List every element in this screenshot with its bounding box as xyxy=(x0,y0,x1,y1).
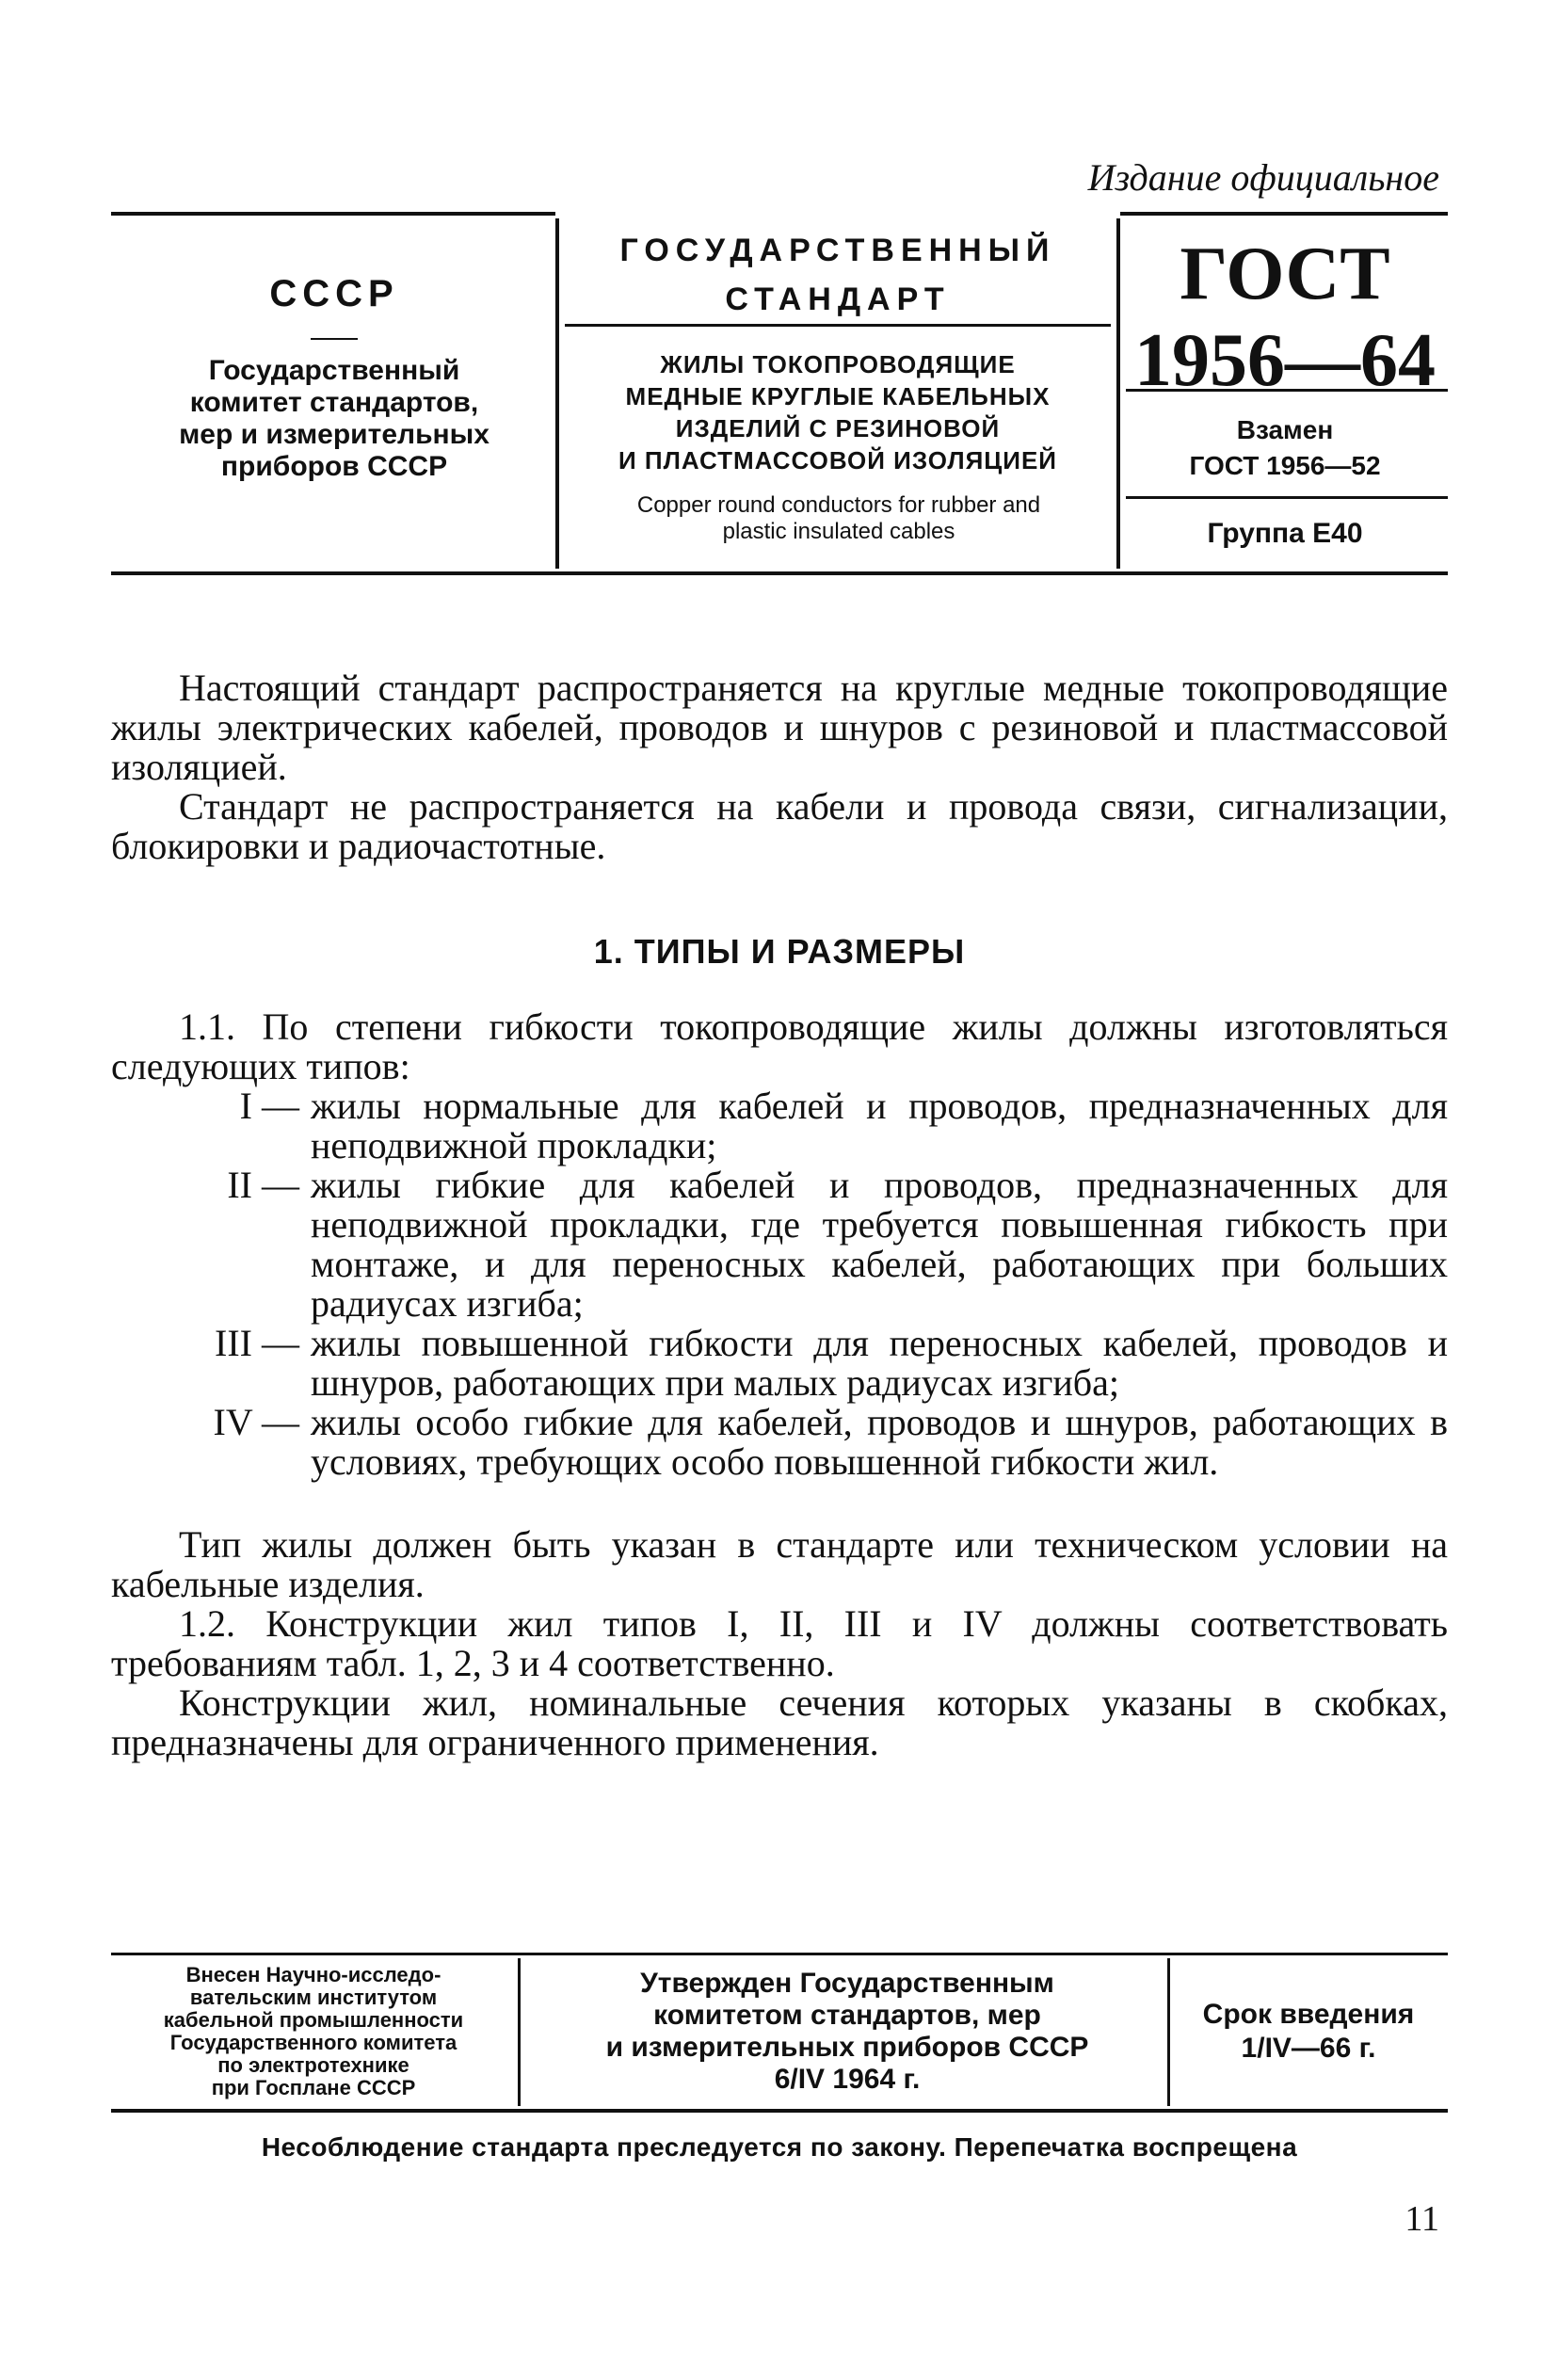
header-right-rule-2 xyxy=(1126,496,1448,499)
approved-line: 6/IV 1964 г. xyxy=(774,2064,921,2095)
heading-line: СТАНДАРТ xyxy=(725,281,951,317)
intro-paragraph: Настоящий стандарт распространяется на круглые медные токопроводящие жилы электрических кабелей, проводов и шнуров с резиновой и пластмассовой изоляцией. xyxy=(111,667,1448,788)
clause-paragraph: 1.1. По степени гибкости токопроводящие жилы должны изготовляться следующих типов: xyxy=(111,1005,1448,1087)
introduced-line: кабельной промышленности xyxy=(163,2008,464,2032)
header-mid-rule xyxy=(565,324,1111,327)
subject-line: И ПЛАСТМАССОВОЙ ИЗОЛЯЦИЕЙ xyxy=(618,446,1057,474)
subject-line: ЖИЛЫ ТОКОПРОВОДЯЩИЕ xyxy=(660,350,1016,378)
subject-line: МЕДНЫЕ КРУГЛЫЕ КАБЕЛЬНЫХ xyxy=(625,382,1051,410)
intro-paragraph: Стандарт не распространяется на кабели и провода связи, сигнализации, блокировки и радиочастотные. xyxy=(111,785,1448,867)
gost-number-block xyxy=(1125,231,1445,404)
english-title xyxy=(563,492,1115,545)
group-label: Группа Е40 xyxy=(1207,518,1363,549)
edition-label: Издание официальное xyxy=(1087,156,1439,199)
committee-line: Государственный xyxy=(208,355,460,386)
effective-line: Срок введения xyxy=(1202,1999,1415,2030)
body-paragraph: Конструкции жил, номинальные сечения которых указаны в скобках, предназначены для ограниченного применения. xyxy=(111,1681,1448,1763)
type-description: жилы особо гибкие для кабелей, проводов и шнуров, работающих в условиях, требующих особо повышенной гибкости жил. xyxy=(311,1401,1448,1483)
intro-text xyxy=(111,668,1448,866)
body-paragraph: 1.2. Конструкции жил типов I, II, III и IV должны соответствовать требованиям табл. 1, 2, 3 и 4 соответственно. xyxy=(111,1602,1448,1684)
footer-top-rule xyxy=(111,1953,1448,1955)
standard-subject xyxy=(565,348,1111,476)
approved-line: Утвержден Государственным xyxy=(640,1968,1054,1999)
introduced-line: при Госплане СССР xyxy=(211,2076,416,2099)
ussr-title: СССР xyxy=(269,273,399,314)
committee-name xyxy=(113,355,555,483)
clause-1-1 xyxy=(111,1007,1448,1086)
type-number: III — xyxy=(215,1322,299,1364)
type-number: I — xyxy=(239,1085,299,1127)
footer-bottom-rule xyxy=(111,2109,1448,2113)
footer-divider-right xyxy=(1167,1958,1170,2106)
subject-line: ИЗДЕЛИЙ С РЕЗИНОВОЙ xyxy=(675,414,1001,442)
introduced-line: по электротехнике xyxy=(217,2053,409,2077)
committee-line: комитет стандартов, xyxy=(189,387,479,418)
introduced-line: Внесен Научно-исследо- xyxy=(185,1963,441,1986)
type-description: жилы повышенной гибкости для переносных кабелей, проводов и шнуров, работающих при малых радиусах изгиба; xyxy=(311,1322,1448,1404)
introduced-by xyxy=(111,1964,516,2099)
header-divider-right xyxy=(1116,218,1120,569)
after-types-text xyxy=(111,1525,1448,1762)
header-divider-left xyxy=(555,218,559,569)
introduced-line: вательским институтом xyxy=(189,1986,438,2009)
type-description: жилы нормальные для кабелей и проводов, предназначенных для неподвижной прокладки; xyxy=(311,1085,1448,1166)
english-line: plastic insulated cables xyxy=(722,519,955,544)
introduced-line: Государственного комитета xyxy=(169,2031,457,2054)
type-description: жилы гибкие для кабелей и проводов, предназначенных для неподвижной прокладки, где требуется повышенная гибкость при монтаже, и для переносных кабелей, работающих при больших радиусах изгиба; xyxy=(311,1164,1448,1325)
header-top-rule-right xyxy=(1120,212,1448,216)
footer-divider-left xyxy=(518,1958,521,2106)
gost-label: ГОСТ xyxy=(1180,233,1390,315)
english-line: Copper round conductors for rubber and xyxy=(636,492,1041,518)
committee-line: приборов СССР xyxy=(220,451,448,482)
type-number: IV — xyxy=(213,1401,299,1443)
header-bottom-rule xyxy=(111,571,1448,575)
state-standard-heading xyxy=(565,226,1111,324)
type-number: II — xyxy=(227,1164,299,1206)
gost-number: 1956—64 xyxy=(1134,319,1436,402)
approved-by xyxy=(527,1968,1167,2096)
effective-line: 1/IV—66 г. xyxy=(1241,2033,1376,2064)
ussr-dash xyxy=(311,338,358,340)
issuing-authority-block xyxy=(113,273,555,483)
copyright-notice: Несоблюдение стандарта преследуется по закону. Перепечатка воспрещена xyxy=(261,2132,1298,2162)
section-title: 1. ТИПЫ И РАЗМЕРЫ xyxy=(593,932,966,971)
replaces-line: ГОСТ 1956—52 xyxy=(1189,451,1381,480)
body-paragraph: Тип жилы должен быть указан в стандарте или техническом условии на кабельные изделия. xyxy=(111,1523,1448,1605)
header-top-rule-left xyxy=(111,212,555,216)
replaces-line: Взамен xyxy=(1236,415,1334,444)
page-number: 11 xyxy=(1405,2199,1439,2239)
replaces-block xyxy=(1125,412,1445,484)
approved-line: комитетом стандартов, мер xyxy=(653,2000,1041,2031)
heading-line: ГОСУДАРСТВЕННЫЙ xyxy=(619,233,1056,268)
approved-line: и измерительных приборов СССР xyxy=(605,2032,1089,2063)
committee-line: мер и измерительных xyxy=(179,419,490,450)
effective-date xyxy=(1172,1998,1445,2066)
